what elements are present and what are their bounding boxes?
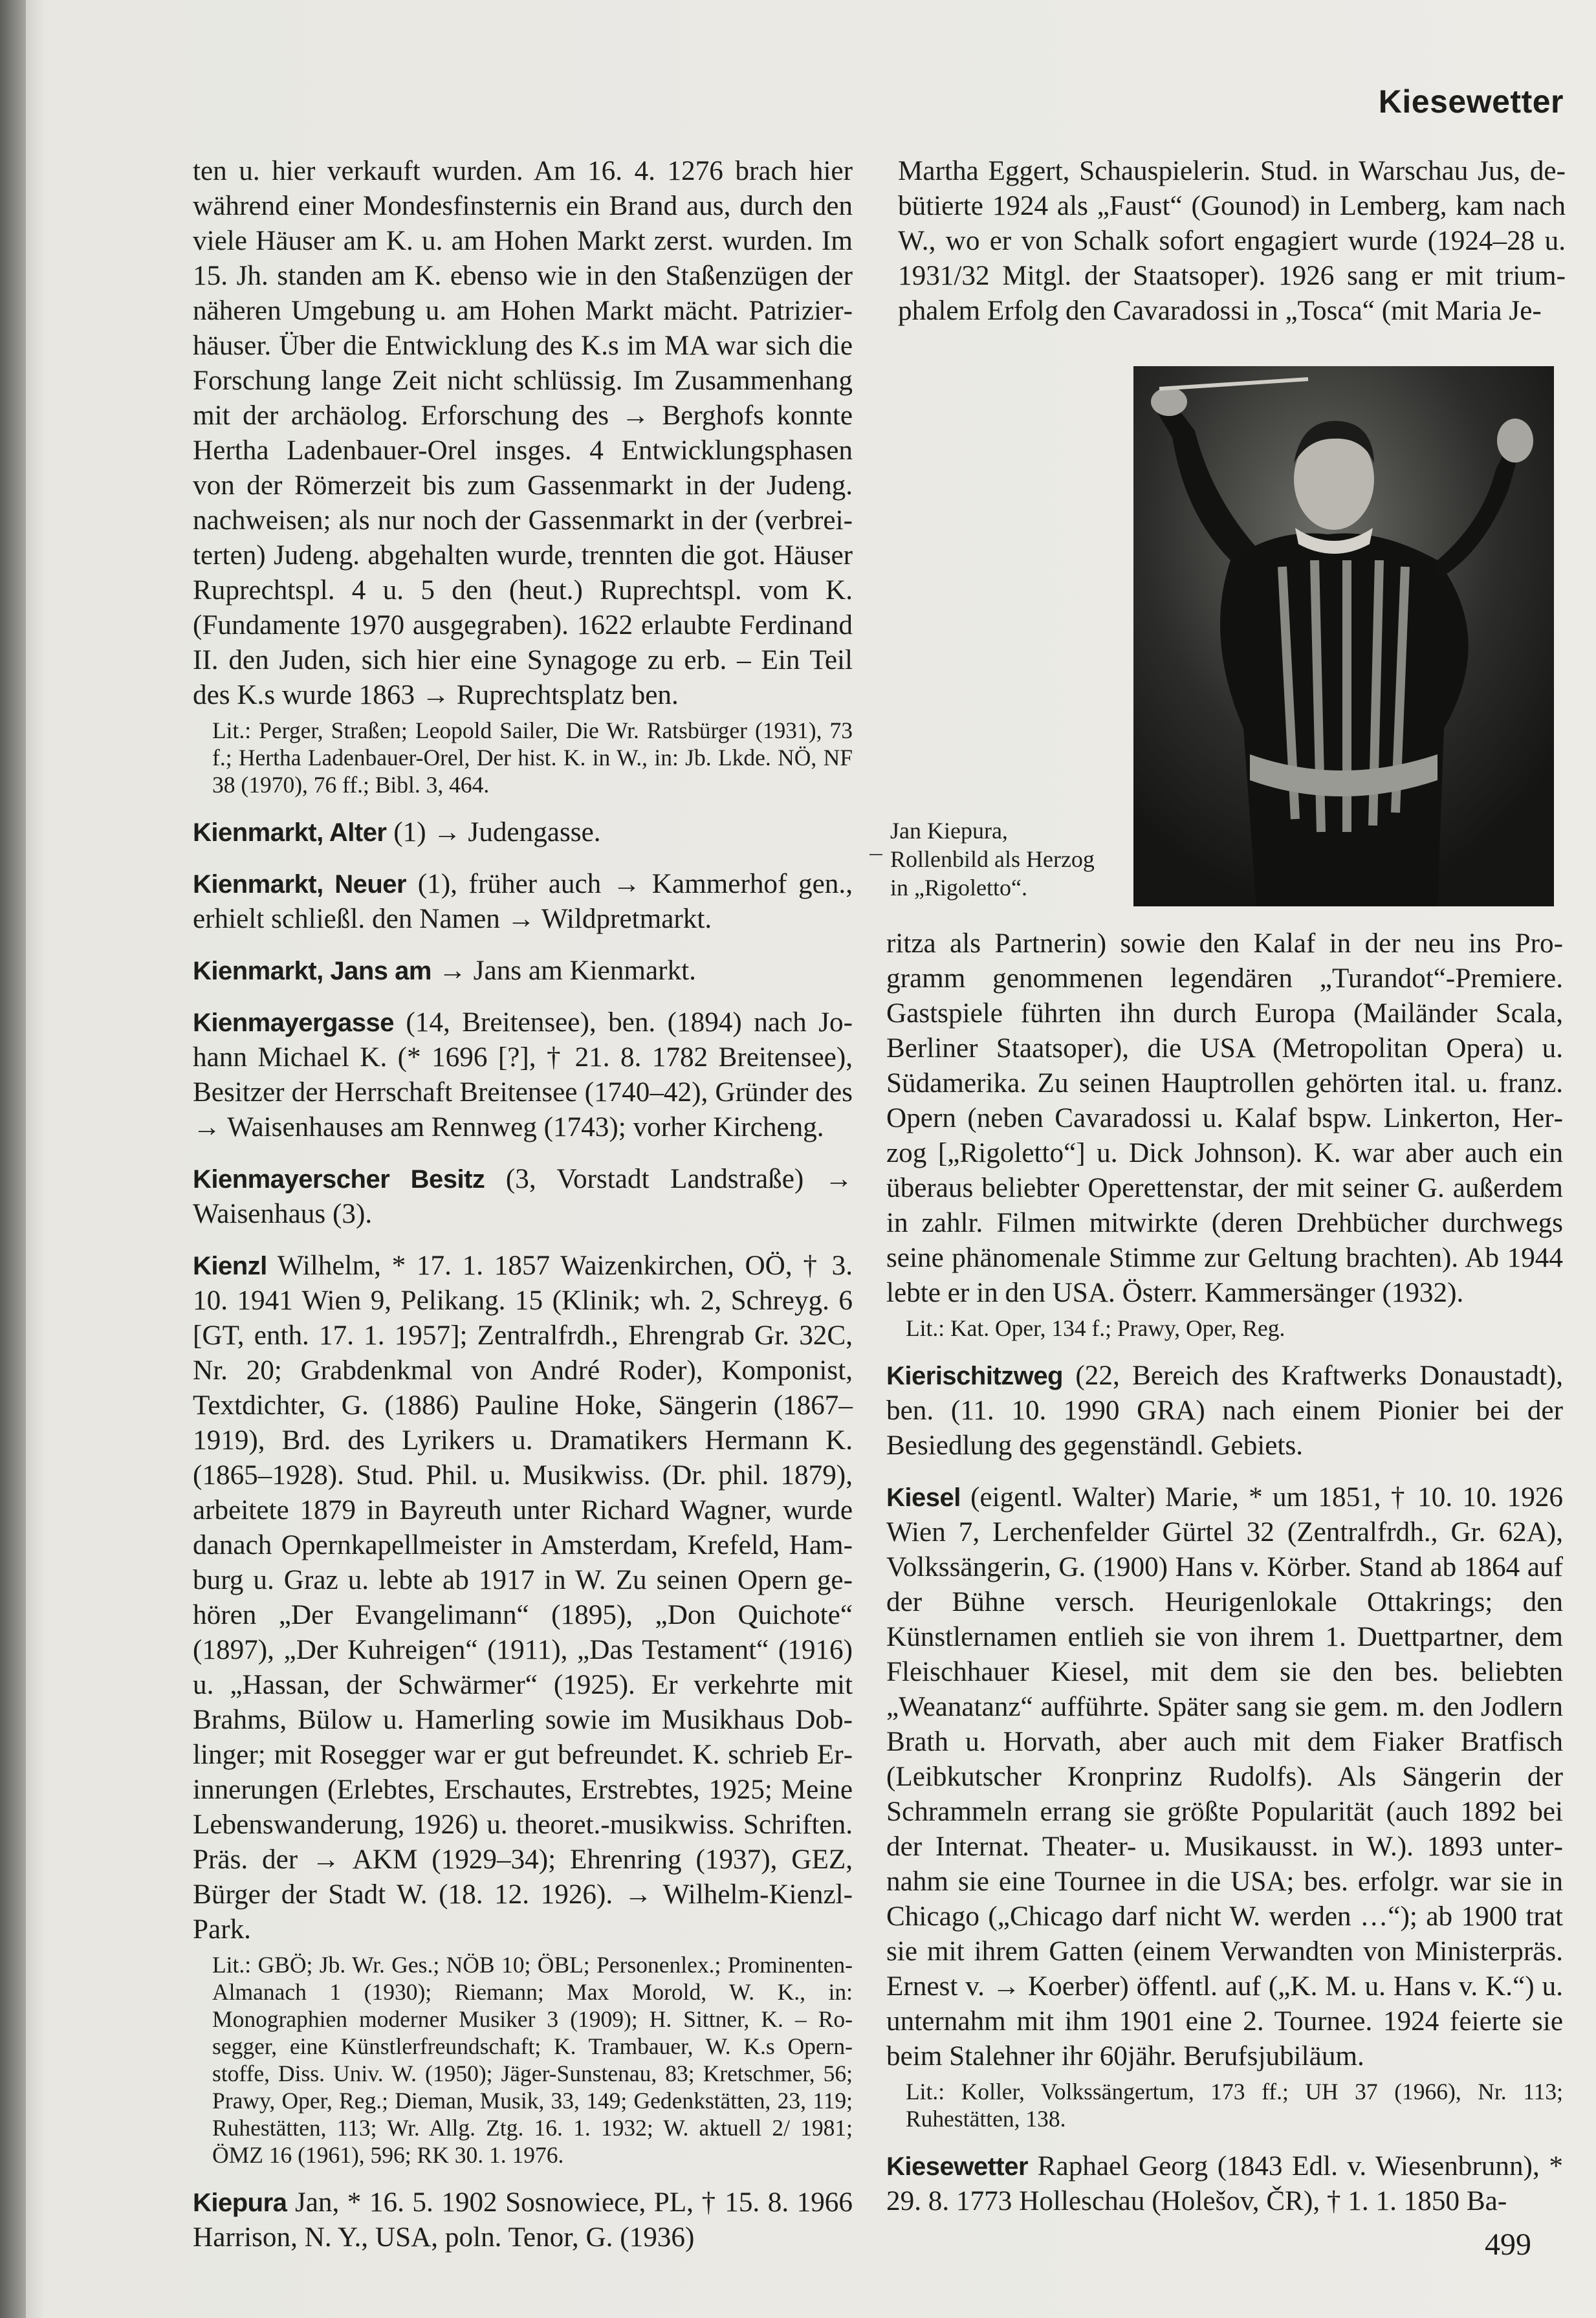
entry-headword: Kienmayerscher Besitz: [193, 1165, 485, 1194]
page-number: 499: [1485, 2227, 1531, 2262]
entry-text: → Jans am Kienmarkt.: [431, 956, 696, 986]
entry-kienzl: [193, 1249, 853, 1947]
entry-text: (1), früher auch → Kammerhof gen., erhielt schließl. den Namen → Wildpretmarkt.: [193, 869, 853, 934]
photo-caption: [890, 816, 1095, 902]
entry-kienmarkt-neuer: [193, 867, 853, 937]
entry-headword: Kienmarkt, Neuer: [193, 870, 407, 899]
left-column: [193, 154, 853, 2272]
entry-headword: Kiesel: [886, 1483, 961, 1512]
caption-line: Jan Kiepura,: [890, 818, 1008, 844]
entry-kienmayerscher-besitz: [193, 1162, 853, 1232]
book-gutter-shadow: [0, 0, 26, 2318]
kiepura-photo: [1133, 366, 1554, 906]
entry-kiepura: [193, 2185, 853, 2255]
literature-note: Lit.: Koller, Volkssängertum, 173 ff.; UH 37 (1966), Nr. 113; Ruhestätten, 138.: [906, 2079, 1563, 2132]
caption-line: Rollenbild als Herzog: [890, 846, 1095, 872]
entry-text: Raphael Georg (1843 Edl. v. Wiesenbrunn), * 29. 8. 1773 Holleschau (Holešov, ČR), † 1. 1. 1850 Ba-: [886, 2151, 1563, 2216]
entry-text: (1) → Judengasse.: [386, 817, 601, 847]
right-column-top: [898, 154, 1566, 329]
entry-headword: Kiesewetter: [886, 2152, 1029, 2181]
portrait-illustration: [1133, 366, 1554, 906]
entry-kiesewetter: [886, 2149, 1563, 2219]
paragraph-continued: ten u. hier verkauft wurden. Am 16. 4. 1276 brach hier während einer Mondesfinsternis ein Brand aus, durch den viele Häuser am K. u. am Hohen Markt zerst. wurden. Im 15. Jh. standen am K. ebenso wie in den Staßenzügen der näheren Umgebung u. am Hohen Markt mächt. Patrizierhäuser. Über die Entwicklung des K.s im MA war sich die Forschung lange Zeit nicht schlüssig. Im Zusammenhang mit der archäolog. Erforschung des → Berghofs konnte Hertha Ladenbauer-Orel insges. 4 Entwicklungsphasen von der Römerzeit bis zum Gassenmarkt in der Judeng. nachweisen; als nur noch der Gassenmarkt in der (verbreiterten) Judeng. abgehalten wurde, trennten die got. Häuser Ruprechtspl. 4 u. 5 den (heut.) Ruprechtspl. vom K. (Fundamente 1970 ausgegraben). 1622 erlaubte Ferdinand II. den Juden, sich hier eine Synagoge zu erb. – Ein Teil des K.s wurde 1863 → Ruprechtsplatz ben.: [193, 156, 853, 710]
right-column-bottom: [886, 926, 1563, 2236]
entry-text: Jan, * 16. 5. 1902 Sosnowiece, PL, † 15. 8. 1966 Harrison, N. Y., USA, poln. Tenor, G. (1936): [193, 2187, 853, 2253]
paragraph-continued: ritza als Partnerin) sowie den Kalaf in der neu ins Programm genommenen legendären „Turandot“-Premiere. Gastspiele führten ihn durch Europa (Mailänder Scala, Berliner Staatsoper), die USA (Metropolitan Opera) u. Südamerika. Zu seinen Hauptrollen gehörten ital. u. franz. Opern (neben Cavaradossi u. Kalaf bspw. Linkerton, Herzog [„Rigoletto“] u. Dick Johnson). K. war aber auch ein überaus beliebter Operettenstar, der mit seiner G. außerdem in zahlr. Filmen mitwirkte (deren Drehbücher durchwegs seine phänomenale Stimme zur Geltung brachten). Ab 1944 lebte er in den USA. Österr. Kammersänger (1932).: [886, 928, 1563, 1308]
entry-text: (3, Vorstadt Landstraße) → Waisenhaus (3).: [193, 1164, 853, 1229]
entry-kiesel: [886, 1480, 1563, 2074]
entry-kienmarkt-jans-am: [193, 954, 853, 989]
entry-headword: Kienmayergasse: [193, 1009, 394, 1037]
entry-headword: Kienmarkt, Jans am: [193, 957, 432, 985]
entry-kierischitzweg: [886, 1359, 1563, 1463]
entry-headword: Kierischitzweg: [886, 1362, 1064, 1390]
literature-note: Lit.: Perger, Straßen; Leopold Sailer, Die Wr. Ratsbürger (1931), 73 f.; Hertha Ladenbauer-Orel, Der hist. K. in W., in: Jb. Lkde. NÖ, NF 38 (1970), 76 ff.; Bibl. 3, 464.: [212, 717, 853, 798]
entry-text: (22, Bereich des Kraftwerks Donaustadt), ben. (11. 10. 1990 GRA) nach einem Pionier bei der Besiedlung des gegenständl. Gebiets.: [886, 1361, 1563, 1461]
caption-leader-dash: [869, 854, 882, 855]
running-head: Kiesewetter: [1378, 83, 1564, 120]
entry-kienmayergasse: [193, 1005, 853, 1145]
entry-text: (eigentl. Walter) Marie, * um 1851, † 10. 10. 1926 Wien 7, Lerchenfelder Gürtel 32 (Zentralfrdh., Gr. 62A), Volkssängerin, G. (1900) Hans v. Körber. Stand ab 1864 auf der Bühne versch. Heurigenlokale Ottakrings; den Künstlernamen entlieh sie von ihrem 1. Duettpartner, dem Fleischhauer Kiesel, mit dem sie den bes. beliebten „Weanatanz“ aufführte. Später sang sie gem. m. den Jodlern Brath u. Horvath, aber auch mit dem Fiaker Bratfisch (Leibkutscher Kronprinz Rudolfs). Als Sängerin der Schrammeln errang sie größte Popularität (auch 1892 bei der Internat. Theater- u. Musikausst. in W.). 1893 unternahm sie eine Tournee in die USA; bes. erfolgr. war sie in Chicago („Chicago darf nicht W. werden …“); ab 1900 trat sie mit ihrem Gatten (einem Verwandten von Ministerpräs. Ernest v. → Koerber) öffentl. auf („K. M. u. Hans v. K.“) u. unternahm mit ihm 1901 eine 2. Tournee. 1924 feierte sie beim Stalehner ihr 60jähr. Berufsjubiläum.: [886, 1482, 1563, 2072]
entry-headword: Kienmarkt, Alter: [193, 818, 387, 847]
literature-note: Lit.: Kat. Oper, 134 f.; Prawy, Oper, Reg.: [906, 1315, 1285, 1341]
literature-note: Lit.: GBÖ; Jb. Wr. Ges.; NÖB 10; ÖBL; Personenlex.; Prominenten-Almanach 1 (1930); Riemann; Max Morold, W. K., in: Monographien moderner Musiker 3 (1909); H. Sittner, K. – Rosegger, eine Künstlerfreundschaft; K. Trambauer, W. K.s Opernstoffe, Diss. Univ. W. (1950); Jäger-Sunstenau, 83; Kretschmer, 56; Prawy, Oper, Reg.; Dieman, Musik, 33, 149; Gedenkstätten, 23, 119; Ruhestätten, 113; Wr. Allg. Ztg. 16. 1. 1932; W. aktuell 2/ 1981; ÖMZ 16 (1961), 596; RK 30. 1. 1976.: [212, 1952, 853, 2168]
entry-headword: Kiepura: [193, 2189, 287, 2217]
entry-text: (14, Breitensee), ben. (1894) nach Johann Michael K. (* 1696 [?], † 21. 8. 1782 Breitensee), Besitzer der Herrschaft Breitensee (1740–42), Gründer des → Waisenhauses am Rennweg (1743); vorher Kircheng.: [193, 1007, 853, 1143]
paragraph-continued: Martha Eggert, Schauspielerin. Stud. in Warschau Jus, debütierte 1924 als „Faust“ (Gounod) in Lemberg, kam nach W., wo er von Schalk sofort engagiert wurde (1924–28 u. 1931/32 Mitgl. der Staatsoper). 1926 sang er mit triumphalem Erfolg den Cavaradossi in „Tosca“ (mit Maria Je-: [898, 156, 1566, 326]
entry-kienmarkt-alter: [193, 815, 853, 850]
caption-line: in „Rigoletto“.: [890, 875, 1027, 901]
entry-headword: Kienzl: [193, 1252, 267, 1280]
entry-text: Wilhelm, * 17. 1. 1857 Waizenkirchen, OÖ, † 3. 10. 1941 Wien 9, Pelikang. 15 (Klinik; wh. 2, Schreyg. 6 [GT, enth. 17. 1. 1957]; Zentralfrdh., Ehrengrab Gr. 32C, Nr. 20; Grabdenkmal von André Roder), Komponist, Textdichter, G. (1886) Pauline Hoke, Sängerin (1867–1919), Brd. des Lyrikers u. Dramatikers Hermann K. (1865–1928). Stud. Phil. u. Musikwiss. (Dr. phil. 1879), arbeitete 1879 in Bayreuth unter Richard Wagner, wurde danach Opernkapellmeister in Amsterdam, Krefeld, Hamburg u. Graz u. lebte ab 1917 in W. Zu seinen Opern gehören „Der Evangelimann“ (1895), „Don Quichote“ (1897), „Der Kuhreigen“ (1911), „Das Testament“ (1916) u. „Hassan, der Schwärmer“ (1925). Er verkehrte mit Brahms, Bülow u. Hamerling sowie im Musikhaus Doblinger; mit Rosegger war er gut befreundet. K. schrieb Erinnerungen (Erlebtes, Erschautes, Erstrebtes, 1925; Meine Lebenswanderung, 1926) u. theoret.-musikwiss. Schriften. Präs. der → AKM (1929–34); Ehrenring (1937), GEZ, Bürger der Stadt W. (18. 12. 1926). → Wilhelm-Kienzl-Park.: [193, 1251, 853, 1945]
